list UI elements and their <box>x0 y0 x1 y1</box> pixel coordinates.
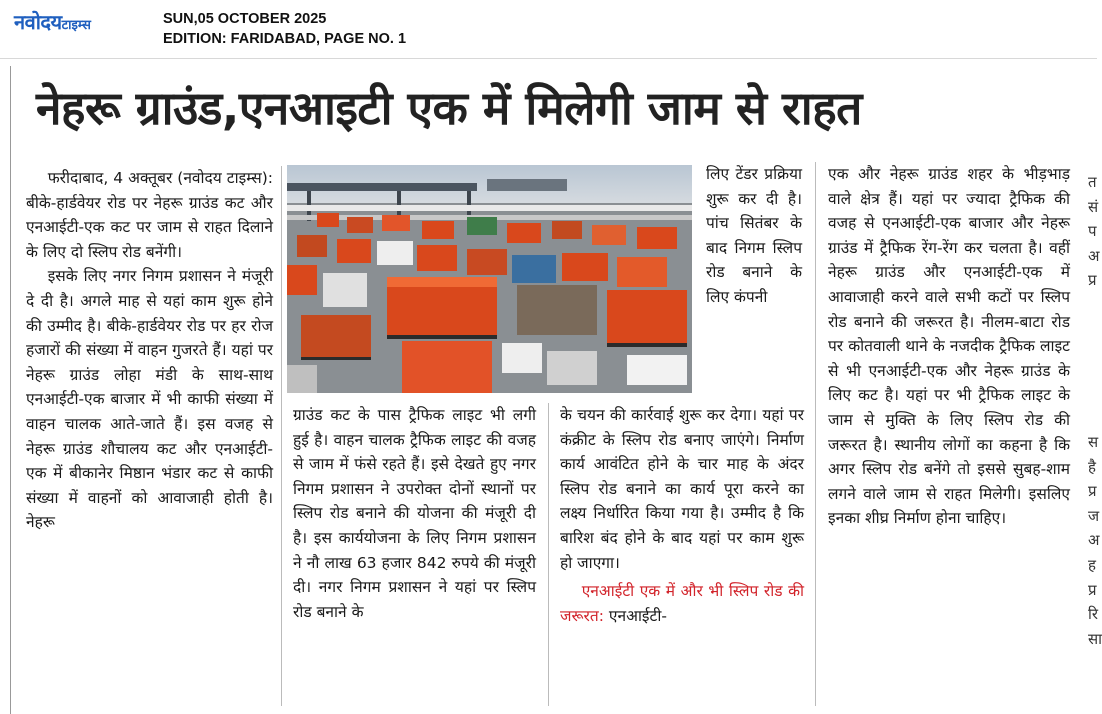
dateline: फरीदाबाद, 4 अक्तूबर (नवोदय टाइम्स): <box>47 169 273 187</box>
column3-body: के चयन की कार्रवाई शुरू कर देगा। यहां पर कंक्रीट के स्लिप रोड बनाए जाएंगे। निर्माण कार्य आवंटित होने के चार माह के अंदर स्लिप रोड बनाने का कार्य पूरा करने का लक्ष्य निर्धारित किया गया है। उम्मीद है कि बारिश बंद होने के बाद यहां पर काम शुरू हो जाएगा। <box>560 406 804 572</box>
article-column-4: एक और नेहरू ग्राउंड शहर के भीड़भाड़ वाले क्षेत्र हैं। यहां पर ज्यादा ट्रैफिक की वजह से एनआईटी-एक बाजार और नेहरू ग्राउंड में ट्रैफिक रेंग-रेंग कर चलता है। वहीं नेहरू ग्राउंड और एनआईटी-एक में आवाजाही करने वाले सभी कटों पर स्लिप रोड बनाने की जरूरत है। नीलम-बाटा रोड पर कोतवाली थाने के नजदीक ट्रैफिक लाइट से भी एनआईटी-एक और नेहरू ग्राउंड के लिए कट है। यहां पर भी ट्रैफिक लाइट के जाम से मुक्ति के लिए स्लिप रोड की जरूरत है। स्थानीय लोगों का कहना है कि अगर स्लिप रोड बनेंगे तो इससे सुबह-शाम लगने वाले जाम से राहत मिलेगी। इसलिए इनका शीघ्र निर्माण होना चाहिए। <box>828 165 1070 528</box>
column-divider <box>281 166 282 706</box>
adjacent-article-fragment-bottom: स है प्र ज अ ह प्र रि सा <box>1088 433 1102 648</box>
article-column-3 <box>560 403 804 628</box>
article-column-3-top: लिए टेंडर प्रक्रिया शुरू कर दी है।पांच सितंबर के बाद निगम स्लिप रोड बनाने के लिए कंपनी <box>706 165 802 306</box>
page-left-rule <box>10 66 11 714</box>
traffic-jam-photo <box>287 165 692 393</box>
edition-page: EDITION: FARIDABAD, PAGE NO. 1 <box>163 31 407 47</box>
adjacent-article-fragment-top: त सं प अ प्र <box>1088 173 1100 290</box>
column-divider <box>815 162 816 706</box>
article-column-2: ग्राउंड कट के पास ट्रैफिक लाइट भी लगी हुई है। वाहन चालक ट्रैफिक लाइट की वजह से जाम में फंसे रहते हैं। इसे देखते हुए नगर निगम प्रशासन ने उपरोक्त दोनों स्थानों पर स्लिप रोड बनाने की योजना की मंजूरी दी है। इस कार्ययोजना के लिए निगम प्रशासन ने नौ लाख 63 हजार 842 रुपये की मंजूरी दी। नगर निगम प्रशासन ने यहां पर स्लिप रोड बनाने के <box>293 406 536 621</box>
logo-sub-text: टाइम्स <box>61 18 91 33</box>
edition-date: SUN,05 OCTOBER 2025 <box>163 11 327 27</box>
traffic-photo-illustration <box>287 165 692 393</box>
subheading: एनआईटी एक में और भी स्लिप रोड की जरूरत: <box>560 582 804 625</box>
article-column-1 <box>26 166 273 535</box>
logo-main-text: नवोदय <box>14 10 62 34</box>
column1-para1: बीके-हार्डवेयर रोड पर नेहरू ग्राउंड कट और एनआईटी-एक कट पर जाम से राहत दिलाने के लिए दो स्लिप रोड बनेंगी। <box>26 193 273 261</box>
edition-info <box>163 9 406 49</box>
epaper-header <box>0 0 1097 59</box>
brand-logo[interactable] <box>14 8 91 35</box>
column1-para2: इसके लिए नगर निगम प्रशासन ने मंजूरी दे दी है। अगले माह से यहां काम शुरू होने की उम्मीद है। बीके-हार्डवेयर रोड पर हर रोज हजारों की संख्या में वाहन गुजरते हैं। यहां पर नेहरू ग्राउंड लोहा मंडी के साथ-साथ एनआईटी-एक बाजार में भी काफी संख्या में वाहन चालक आते-जाते हैं। इस वजह से नेहरू ग्राउंड शौचालय कट और एनआईटी-एक में बीकानेर मिष्ठान भंडार कट से काफी संख्या में वाहनों को आवाजाही होती है। नेहरू <box>26 267 273 532</box>
column-divider <box>548 403 549 706</box>
article-headline: नेहरू ग्राउंड,एनआइटी एक में मिलेगी जाम से राहत <box>36 81 862 135</box>
subheading-tail: एनआईटी- <box>608 606 667 625</box>
